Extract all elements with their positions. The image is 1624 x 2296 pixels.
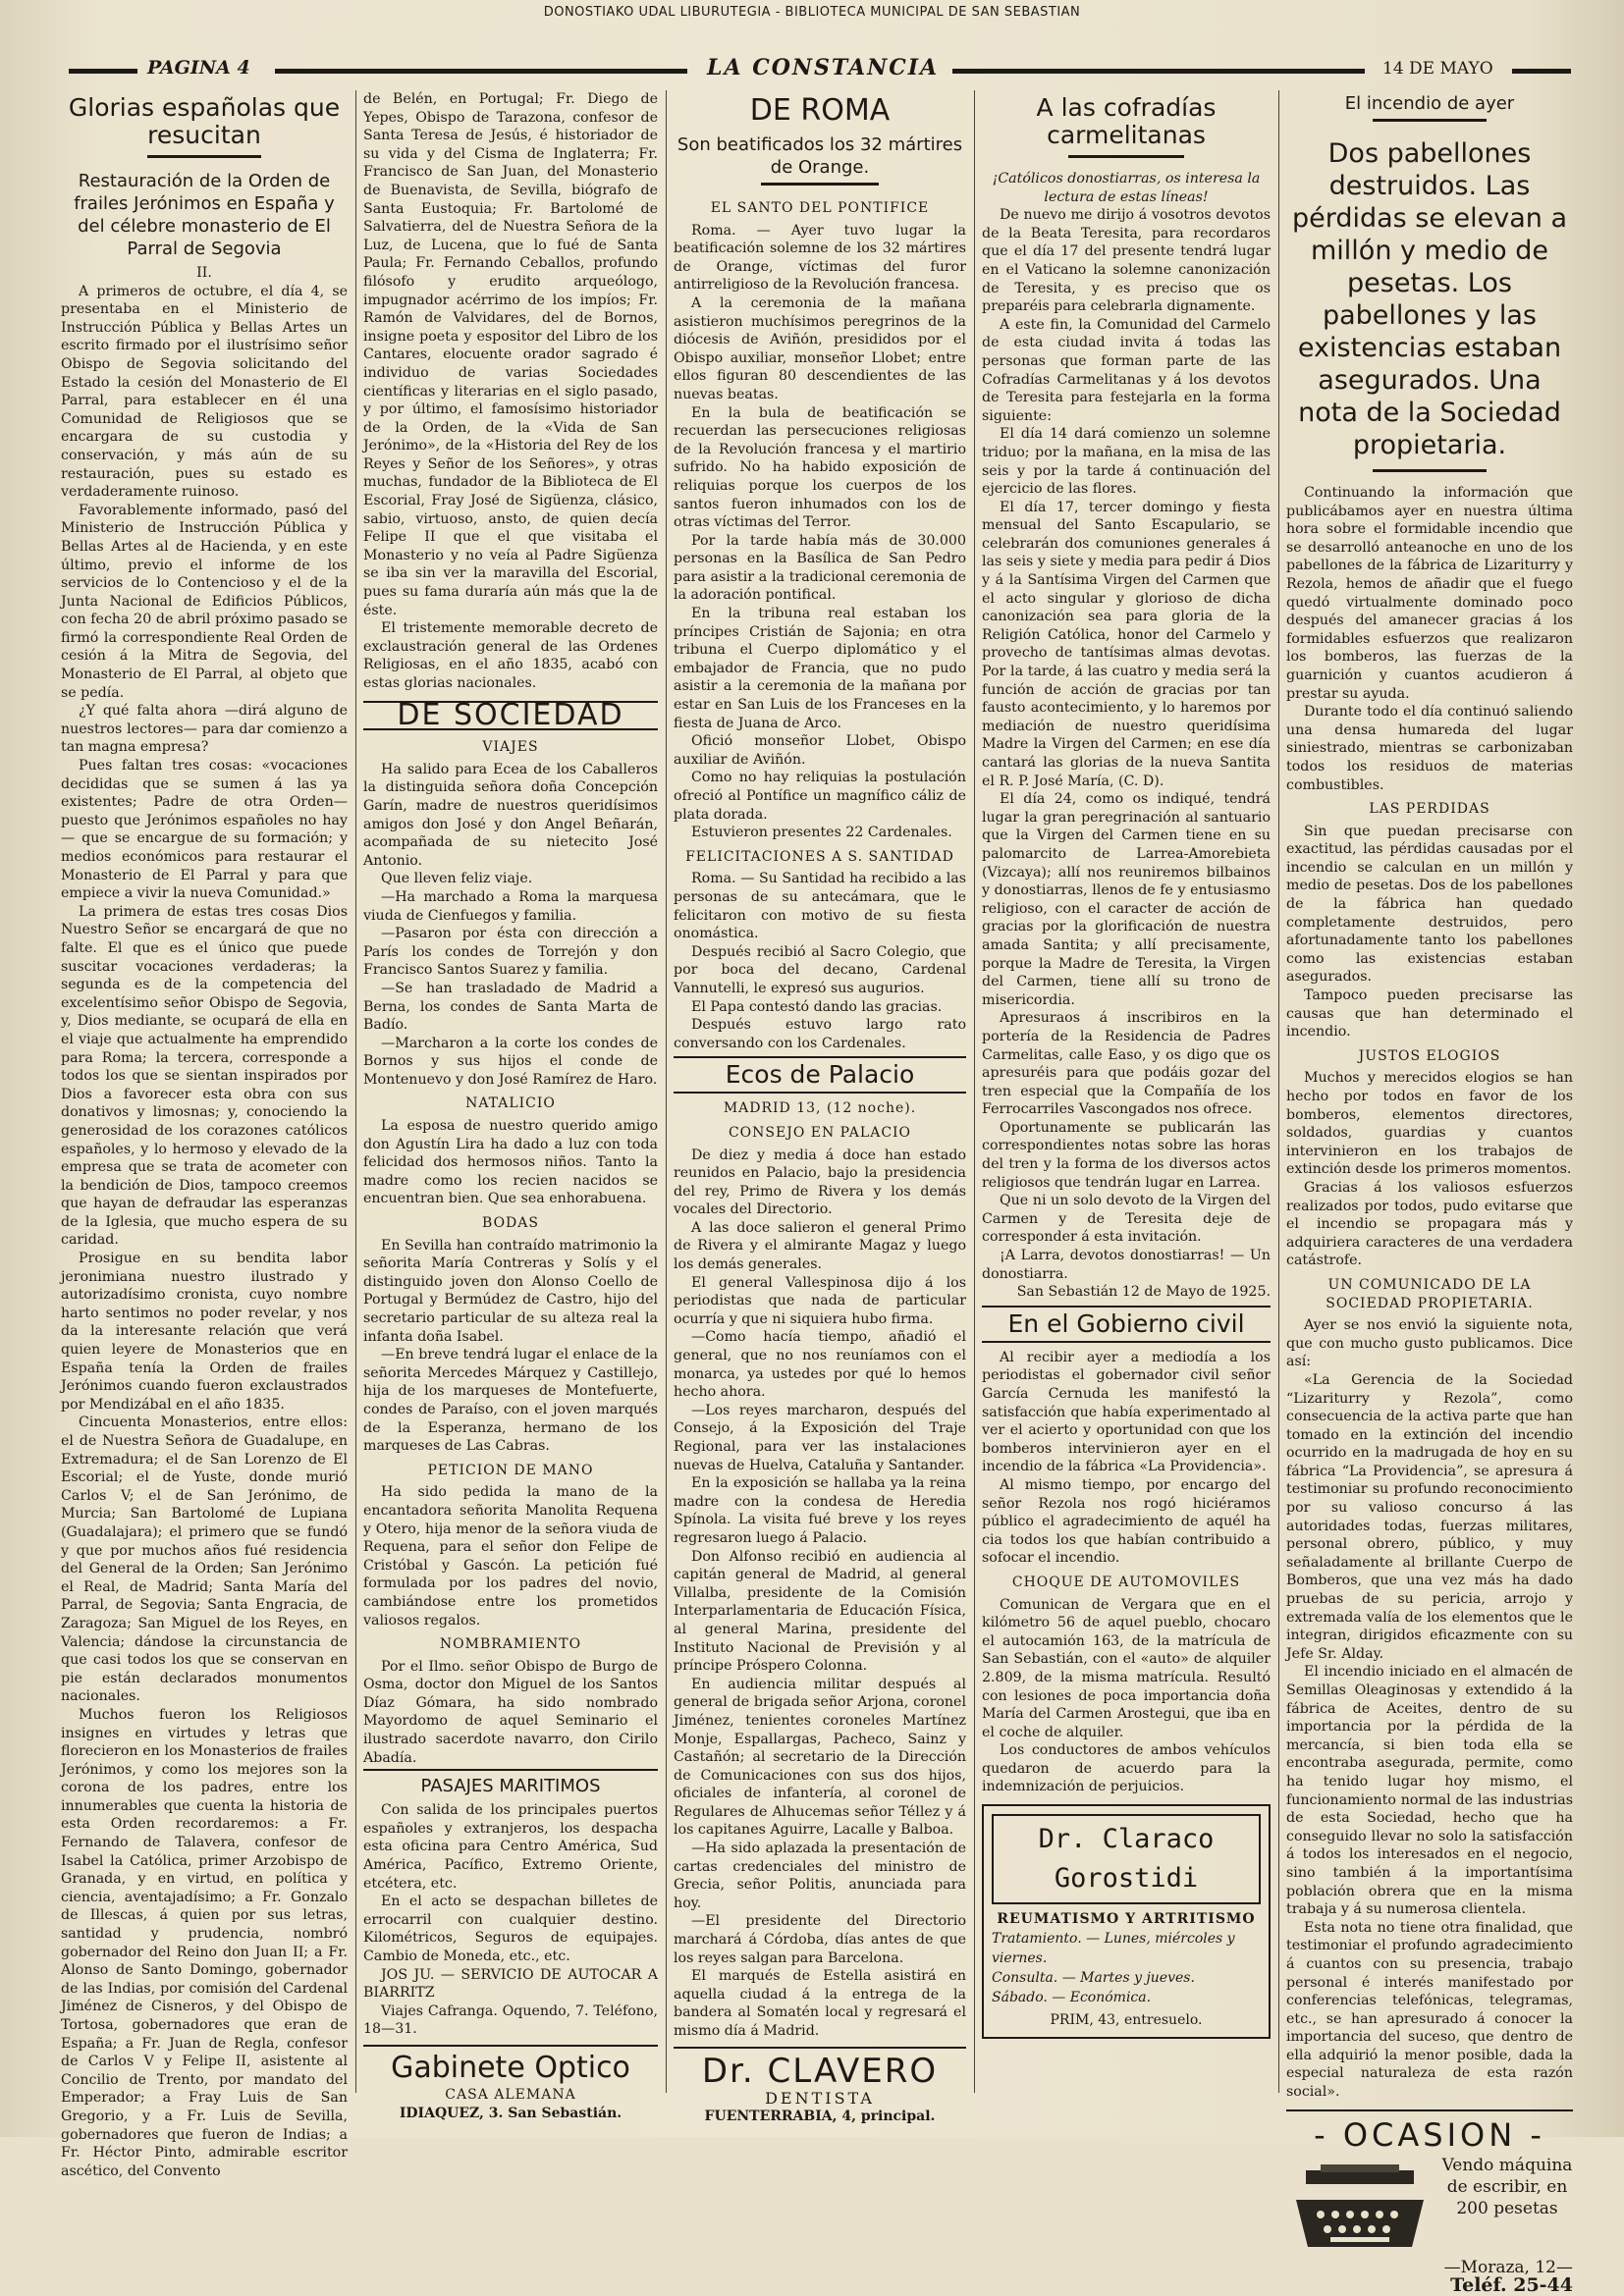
ad-clavero-name: Dr. CLAVERO: [701, 2051, 939, 2091]
paragraph: —Se han trasladado de Madrid a Berna, los condes de Santa Marta de Badío.: [363, 980, 658, 1034]
paragraph: A la ceremonia de la mañana asistieron muchísimos peregrinos de la diócesis de Aviñón, presididos por el Obispo auxiliar, monseñor Llobet; entre ellos figuran 80 descendientes de las nuevas beatas.: [674, 294, 966, 402]
ornament-rule: [147, 155, 262, 166]
paragraph: Roma. — Ayer tuvo lugar la beatificación solemne de los 32 mártires de Orange, víctimas del furor antirreligioso de la Revolución francesa.: [674, 222, 966, 294]
paragraph: Ha salido para Ecea de los Caballeros la distinguida señora doña Concepción Garín, madre de nuestros queridísimos amigos don José y don Angel Beñarán, acompañada de su nietecito José Antonio.: [363, 761, 658, 869]
column-5: [1286, 90, 1573, 2296]
masthead: [69, 57, 1571, 86]
subsection-comunicado: UN COMUNICADO DE LA SOCIEDAD PROPIETARIA.: [1326, 1276, 1534, 1311]
masthead-rule-center-right: [952, 69, 1365, 74]
paragraph: Apresuraos á inscribiros en la portería de la Residencia de Padres Carmelitas, calle Easo, y os digo que os apresuréis para que podáis gozar del tren especial que la Compañía de los Ferrocarriles Vascongados nos ofrece.: [982, 1010, 1271, 1118]
paragraph: Los conductores de ambos vehículos quedaron de acuerdo para la indemnización de perjuicios.: [982, 1742, 1271, 1795]
paragraph: Esta nota no tiene otra finalidad, que testimoniar el profundo agradecimiento á cuantos con su presencia, trabajo personal é interés manifestado por conferencias telefónicas, telegramas, etc., se han apresurado á conocer la importancia del suceso, que dentro de ella adquirió la menor posible, dada la especial naturaleza de esta razón social».: [1286, 1919, 1573, 2101]
column-divider: [666, 90, 667, 2093]
paragraph: Roma. — Su Santidad ha recibido a las personas de su antecámara, que le felicitaron con motivo de su fiesta onomástica.: [674, 871, 966, 942]
ad-claraco-line: Consulta. — Martes y jueves.: [992, 1969, 1195, 1986]
paragraph: Ofició monseñor Llobet, Obispo auxiliar de Aviñón.: [674, 733, 966, 768]
paragraph: Ha sido pedida la mano de la encantadora señorita Manolita Requena y Otero, hija menor de la señora viuda de Requena, para el señor don Felipe de Cristóbal y Gascón. La petición fué formulada por los padres del novio, cambiándose entre los prometidos valiosos regalos.: [363, 1484, 658, 1629]
subsection-felicitaciones: FELICITACIONES A S. SANTIDAD: [685, 848, 954, 865]
paragraph: En el acto se despachan billetes de errocarril con cualquier destino. Kilométricos, Seguros de equipajes. Cambio de Moneda, etc., etc.: [363, 1894, 658, 1964]
paragraph: El marqués de Estella asistirá en aquella ciudad á la entrega de la bandera al Somatén local y regresará el mismo día á Madrid.: [674, 1968, 966, 2039]
paragraph: Cincuenta Monasterios, entre ellos: el de Nuestra Señora de Guadalupe, en Extremadura; el de San Lorenzo de El Escorial; el de Yuste, donde murió Carlos V; el de San Jerónimo, de Murcia; San Bartolomé de Lupiana (Guadalajara); el primero que se fundó y que por muchos años fué residencia del General de la Orden; San Jerónimo el Real, de Madrid; Santa María del Parral, de Segovia; Santa Engracia, de Zaragoza; San Miguel de los Reyes, en Valencia; dándose la circunstancia de que casi todos los que se conservan en pie están declarados monumentos nacionales.: [61, 1415, 348, 1705]
masthead-rule-right: [1512, 69, 1571, 74]
paragraph: Pues faltan tres cosas: «vocaciones decididas que se sumen á las ya existentes; Padre de otra Orden— puesto que Jerónimos españoles no hay— que se encargue de su formación; y medios económicos para restaurar el Monasterio de El Parral y para que empiece a vivir la nueva Comunidad.»: [61, 758, 348, 902]
paragraph: El día 17, tercer domingo y fiesta mensual del Santo Escapulario, se celebrarán dos comuniones generales á las seis y siete y media para pedir á Dios y á la Santísima Virgen del Carmen que el acto singular y glorioso de dicha canonización sea para gloria de la Religión Católica, honor del Carmelo y provecho de tantísimas almas devotas. Por la tarde, á las cuatro y media será la función de acción de gracias por tan fausto acontecimiento, y lo haremos por mediación de nuestro queridísima Madre la Virgen del Carmen; en ese día cantará las glorias de la nueva Santita el R. P. José María, (C. D).: [982, 499, 1271, 789]
subsection-peticion: PETICION DE MANO: [427, 1462, 594, 1478]
column-divider: [355, 90, 356, 2093]
paragraph: Al recibir ayer a mediodía a los periodistas el gobernador civil señor García Cernuda les manifestó la satisfacción que había experimentado al ver el acierto y oportunidad con que los bomberos intervinieron ayer en el incendio de la fábrica «La Providencia».: [982, 1349, 1271, 1475]
paragraph: El Papa contestó dando las gracias.: [691, 998, 943, 1015]
ad-claraco-line: Tratamiento. — Lunes, miércoles y viernes.: [992, 1930, 1235, 1966]
ad-ocasion-text: Vendo máquina de escribir, en 200 pesetas: [1441, 2155, 1573, 2218]
subsection-elogios: JUSTOS ELOGIOS: [1358, 1047, 1501, 1064]
subsection-bodas: BODAS: [482, 1215, 539, 1232]
ad-clavero-title: DENTISTA: [765, 2088, 875, 2108]
ad-optico-address: IDIAQUEZ, 3. San Sebastián.: [399, 2105, 623, 2121]
paragraph: ¡A Larra, devotos donostiarras! — Un donostiarra.: [982, 1248, 1271, 1282]
headline-cofradias: A las cofradías carmelitanas: [1036, 93, 1217, 149]
paragraph: El general Vallespinosa dijo á los periodistas que nada de particular ocurría y que ni siquiera hubo firma.: [674, 1274, 966, 1327]
intro-italic: ¡Católicos donostiarras, os interesa la lectura de estas líneas!: [992, 171, 1261, 205]
paragraph: Estuvieron presentes 22 Cardenales.: [691, 825, 952, 841]
paragraph: A primeros de octubre, el día 4, se presentaba en el Ministerio de Instrucción Pública y Bellas Artes un escrito firmado por el ilustrísimo señor Obispo de Segovia solicitando del Estado la cesión del Monasterio de El Parral, para establecer en él una Comunidad de Religiosos que se encargara de su custodia y conservación, y más aún de su restauración, pues su estado es verdaderamente ruinoso.: [61, 283, 348, 501]
page-number: PAGINA 4: [147, 57, 250, 79]
paragraph: De nuevo me dirijo á vosotros devotos de la Beata Teresita, para recordaros que el día 17 del presente tendrá lugar en el Vaticano la solemne canonización de Teresita, y es preciso que os preparéis para celebrarla dignamente.: [982, 207, 1271, 315]
paragraph: Durante todo el día continuó saliendo una densa humareda del lugar siniestrado, mientras se carbonizaban todos los residuos de materias combustibles.: [1286, 704, 1573, 793]
column-3: [674, 90, 966, 2125]
paragraph: Después recibió al Sacro Colegio, que por boca del decano, Cardenal Vannutelli, le expresó sus augurios.: [674, 943, 966, 996]
paragraph: De diez y media á doce han estado reunidos en Palacio, bajo la presidencia del rey, Primo de Rivera y los demás vocales del Directorio.: [674, 1147, 966, 1218]
ad-gabinete-optico: [363, 2045, 658, 2122]
library-header: DONOSTIAKO UDAL LIBURUTEGIA - BIBLIOTECA MUNICIPAL DE SAN SEBASTIAN: [543, 5, 1081, 20]
paragraph: En la bula de beatificación se recuerdan las persecuciones religiosas de la Revolución francesa y el martirio sufrido. No ha habido exposición de reliquias porque los cuerpos de los santos fueron inhumados con los de otras víctimas del Terror.: [674, 404, 966, 531]
paragraph: El día 14 dará comienzo un solemne triduo; por la mañana, en la misa de las seis y por la tarde á continuación del ejercicio de las flores.: [982, 426, 1271, 498]
paragraph: El tristemente memorable decreto de exclaustración general de las Ordenes Religiosas, en el año 1835, acabó con estas glorias nacionales.: [363, 620, 658, 691]
subsection-perdidas: LAS PERDIDAS: [1369, 801, 1490, 818]
subsection-consejo: CONSEJO EN PALACIO: [728, 1124, 912, 1141]
paragraph: —Marcharon a la corte los condes de Bornos y sus hijos el conde de Montenuevo y don José Ramírez de Haro.: [363, 1035, 658, 1088]
ornament-rule: [1068, 155, 1184, 166]
issue-date: 14 DE MAYO: [1382, 59, 1493, 79]
paragraph: —El presidente del Directorio marchará á Córdoba, días antes de que los reyes salgan para Barcelona.: [674, 1913, 966, 1966]
signoff: San Sebastián 12 de Mayo de 1925.: [1016, 1284, 1271, 1301]
headline-ecos-palacio: Ecos de Palacio: [674, 1056, 966, 1094]
column-divider: [1278, 90, 1279, 2093]
masthead-rule-left: [69, 69, 137, 74]
subsection-santo: EL SANTO DEL PONTIFICE: [710, 200, 930, 216]
roman-numeral: II.: [196, 265, 212, 281]
ad-ocasion-phone: Teléf. 25-44: [1450, 2274, 1573, 2296]
paragraph: —Como hacía tiempo, añadió el general, que no nos reuníamos con el monarca, ya ustedes por qué lo hemos hecho ahora.: [674, 1329, 966, 1401]
paragraph: Que ni un solo devoto de la Virgen del Carmen y de Teresita deje de corresponder á esta invitación.: [982, 1193, 1271, 1246]
paragraph: En la exposición se hallaba ya la reina madre con la condesa de Heredia Spínola. La visita fué breve y los reyes regresaron luego á Palacio.: [674, 1475, 966, 1546]
ad-clavero-address: FUENTERRABIA, 4, principal.: [704, 2109, 936, 2125]
newspaper-title: LA CONSTANCIA: [707, 55, 940, 80]
paragraph: Favorablemente informado, pasó del Ministerio de Instrucción Pública y Bellas Artes al de Hacienda, y en este último, previo el informe de los servicios de lo Contencioso y el de la Junta Nacional de Edificios Públicos, con fecha 20 de abril próximo pasado se firmó la correspondiente Real Orden de cesión á la Mitra de Segovia, del Monasterio de El Parral, al objeto que se pedía.: [61, 502, 348, 701]
paragraph: Gracias á los valiosos esfuerzos realizados por todos, pudo evitarse que el incendio se propagara más y adquiriera caracteres de una verdadera catástrofe.: [1286, 1179, 1573, 1269]
ad-optico-sub: CASA ALEMANA: [445, 2086, 576, 2103]
paragraph: Por la tarde había más de 30.000 personas en la Basílica de San Pedro para asistir a la tradicional ceremonia de la adoración pontifical.: [674, 532, 966, 604]
dateline-madrid: MADRID 13, (12 noche).: [723, 1100, 917, 1117]
big-headline-pabellones: Dos pabellones destruidos. Las pérdidas se elevan a millón y medio de pesetas. Los pabellones y las existencias estaban asegurados. Una nota de la Sociedad propietaria.: [1291, 138, 1568, 460]
paragraph: Viajes Cafranga. Oquendo, 7. Teléfono, 18—31.: [363, 2002, 658, 2038]
paragraph: —Pasaron por ésta con dirección a París los condes de Torrejón y don Francisco Santos Suarez y familia.: [363, 926, 658, 979]
paragraph: Muchos fueron los Religiosos insignes en virtudes y letras que florecieron en los Monasterios de frailes Jerónimos, y como los mejores son la corona de los padres, entre los innumerables que cuenta la historia de esta Orden recordaremos: a Fr. Fernando de Talavera, confesor de Isabel la Católica, primer Arzobispo de Granada, y en virtud, en política y ciencia, aventajadísimo; a Fr. Gonzalo de Illescas, á quien por sus letras, santidad y prudencia, nombró gobernador del Reino don Juan II; a Fr. Alonso de Santo Domingo, gobernador de las Indias, por comisión del Cardenal Jiménez de Cisneros, y del Obispo de Tortosa, gobernadores que eran de España; a Fr. Juan de Regla, confesor de Carlos V y Felipe II, asistente al Concilio de Trento, por mandato del Emperador; a Fray Luis de San Gregorio, y a Fr. Luis de Sevilla, gobernadores que fueron de Indias; a Fr. Héctor Pinto, admirable escritor ascético, del Convento: [61, 1706, 348, 2179]
subsection-viajes: VIAJES: [482, 739, 539, 756]
paragraph: Don Alfonso recibió en audiencia al capitán general de Madrid, al general Villalba, presidente de la Comisión Interparlamentaria de Educación Física, al general Marina, presidente del Instituto Nacional de Previsión y al príncipe Próspero Colonna.: [674, 1548, 966, 1675]
column-1: [61, 90, 348, 2179]
headline-gobierno-civil: En el Gobierno civil: [982, 1306, 1271, 1343]
paragraph: En Sevilla han contraído matrimonio la señorita María Contreras y Solís y el distinguido joven don Alonso Coello de Portugal y Bermúdez de Castro, hijo del secretario particular de su alteza real la infanta doña Isabel.: [363, 1237, 658, 1345]
headline-glorias: Glorias españolas que resucitan: [68, 93, 341, 149]
ornament-rule: [761, 183, 878, 193]
paragraph: Al mismo tiempo, por encargo del señor Rezola nos rogó hiciéramos público el agradecimiento de aquél ha cia todos los que habían contribuido a sofocar el incendio.: [982, 1476, 1271, 1567]
paragraph: —Ha marchado a Roma la marquesa viuda de Cienfuegos y familia.: [363, 888, 658, 924]
paragraph: Que lleven feliz viaje.: [381, 871, 533, 887]
subhead-restauracion: Restauración de la Orden de frailes Jerónimos en España y del célebre monasterio de El Parral de Segovia: [74, 171, 335, 259]
paragraph: El incendio iniciado en el almacén de Semillas Oleaginosas y extendido á la fábrica de Aceites, dentro de su importancia por la pérdida de la mercancía, si bien toda ella se encontraba asegurada, permite, como ha tenido lugar hoy mismo, el funcionamiento normal de las industrias de esta Sociedad, hecho que ha conseguido llevar no solo la satisfacción á todos los interesados en el negocio, sino también á la importantísima población obrera que en la misma trabaja y á su numerosa clientela.: [1286, 1664, 1573, 1918]
ad-claraco-address: PRIM, 43, entresuelo.: [1050, 2011, 1203, 2028]
subsection-pasajes: PASAJES MARITIMOS: [363, 1769, 658, 1797]
paragraph: Por el Ilmo. señor Obispo de Burgo de Osma, doctor don Miguel de los Santos Díaz Gómara, ha sido nombrado Mayordomo de aquel Seminario el ilustrado sacerdote navarro, don Cirilo Abadía.: [363, 1658, 658, 1766]
subhead-beatificados: Son beatificados los 32 mártires de Orange.: [677, 134, 963, 178]
paragraph: ¿Y qué falta ahora —dirá alguno de nuestros lectores— para dar comienzo a tan magna empresa?: [61, 703, 348, 756]
ornament-rule: [1373, 469, 1488, 480]
paragraph: En audiencia militar después al general de brigada señor Arjona, coronel Jiménez, tenientes coroneles Martínez Monje, Espallargas, Pacheco, Sainz y Castañón; al secretario de la Dirección de Comunicaciones con sus dos hijos, oficiales de infantería, al coronel de Regulares de Alhucemas señor Téllez y á los capitanes Aguirre, Lacalle y Balboa.: [674, 1676, 966, 1839]
paragraph: La primera de estas tres cosas Dios Nuestro Señor se encargará de que no falte. El que es el único que puede suscitar vocaciones verdaderas; la segunda es de la competencia del excelentísimo señor Obispo de Segovia, y, Dios mediante, se ocupará de ella en el viaje que actualmente ha emprendido para Roma; la tercera, corresponde a todos los que se sientan inspirados por Dios a favorecer esta obra con sus donativos y limosnas; y, conociendo la generosidad de los corazones católicos españoles, y lo hermoso y elevado de la empresa que se trata de acometer con la bendición de Dios, tampoco creemos que hayan de defraudar las esperanzas de la Iglesia, que mucho espera de su caridad.: [61, 903, 348, 1249]
ad-ocasion-title: - OCASION -: [1314, 2115, 1545, 2154]
column-4: [982, 90, 1271, 2093]
ad-ocasion-address: —Moraza, 12—: [1443, 2257, 1573, 2277]
paragraph: Como no hay reliquias la postulación ofreció al Pontífice un magnífico cáliz de plata dorada.: [674, 770, 966, 823]
paragraph: de Belén, en Portugal; Fr. Diego de Yepes, Obispo de Tarazona, confesor de Santa Teresa de Jesús, é historiador de su vida y del Cisma de Inglaterra; Fr. Francisco de San Juan, del Monasterio de Buenavista, de Sevilla, biógrafo de Santa Eustoquia; Fr. Bartolomé de Salvatierra, del de Nuestra Señora de la Luz, de Lucena, que lo fué de Santa Paula; Fr. Fernando Ceballos, profundo filósofo y erudito arqueólogo, impugnador acérrimo de los impíos; Fr. Ramón de Valvidares, del de Bornos, insigne poeta y espositor del Libro de los Cantares, elocuente orador sagrado é individuo de varias Sociedades científicas y literarias en el siglo pasado, y por último, el famosísimo historiador de la Orden, de la «Vida de San Jerónimo», de la «Historia del Rey de los Reyes y Señor de los Señores», y otras muchas, fundador de la Biblioteca de El Escorial, Fray José de Sigüenza, clásico, sabio, virtuoso, ansto, de quien decía Felipe II que el que visitaba el Monasterio y no veía al Padre Sigüenza se iba sin ver la maravilla del Escorial, pues su fama duraría aún más que la de éste.: [363, 91, 658, 618]
paragraph: —Los reyes marcharon, después del Consejo, á la Exposición del Traje Regional, para ver las instalaciones nuevas de Huelva, Cataluña y Santander.: [674, 1402, 966, 1473]
paragraph: JOS JU. — SERVICIO DE AUTOCAR A BIARRITZ: [363, 1966, 658, 2002]
ornament-rule: [1373, 119, 1488, 130]
ad-claraco-specialty: REUMATISMO Y ARTRITISMO: [997, 1911, 1256, 1928]
section-title-sociedad: DE SOCIEDAD: [363, 701, 658, 731]
headline-de-roma: DE ROMA: [749, 93, 891, 128]
paragraph: Ayer se nos envió la siguiente nota, que con mucho gusto publicamos. Dice así:: [1286, 1317, 1573, 1370]
paragraph: —En breve tendrá lugar el enlace de la señorita Mercedes Márquez y Castillejo, hija de los marqueses de Montefuerte, condes de Paraíso, con el joven marqués de la Esperanza, hermano de los marqueses de Las Cabras.: [363, 1347, 658, 1455]
paragraph: —Ha sido aplazada la presentación de cartas credenciales del ministro de Grecia, señor Politis, anunciada para hoy.: [674, 1841, 966, 1911]
column-divider: [974, 90, 975, 2093]
column-2: [363, 90, 658, 2121]
subsection-natalicio: NATALICIO: [465, 1095, 556, 1112]
paragraph: Continuando la información que publicábamos ayer en nuestra última hora sobre el formidable incendio que se desarrolló anteanoche en uno de los pabellones de la fábrica de Lizariturry y Rezola, hemos de añadir que el fuego quedó virtualmente dominado poco después del amanecer gracias á los formidables esfuerzos que realizaron los bomberos, las fuerzas de la guarnición y cuantos acudieron á prestar su ayuda.: [1286, 485, 1573, 702]
paragraph: A las doce salieron el general Primo de Rivera y el almirante Magaz y luego los demás generales.: [674, 1219, 966, 1273]
ad-claraco-name: Dr. Claraco Gorostidi: [992, 1814, 1261, 1904]
paragraph: Oportunamente se publicarán las correspondientes notas sobre las horas del tren y la forma de los diversos actos religiosos que tendrán lugar en Larrea.: [982, 1119, 1271, 1191]
ad-ocasion: [1286, 2109, 1573, 2295]
paragraph: La esposa de nuestro querido amigo don Agustín Lira ha dado a luz con toda felicidad dos hermosos niños. Tanto la madre como los recien nacidos se encuentran bien. Que sea enhorabuena.: [363, 1118, 658, 1207]
paragraph: Tampoco pueden precisarse las causas que han determinado el incendio.: [1286, 988, 1573, 1041]
paragraph: «La Gerencia de la Sociedad “Lizariturry y Rezola”, como consecuencia de la activa parte que han tomado en la extinción del incendio ocurrido en la madrugada de hoy en su fábrica “La Providencia”, se apresura á testimoniar su profundo reconocimiento por su valioso concurso á las autoridades todas, fuerzas militares, personal obrero, público, y muy señaladamente al brillante Cuerpo de Bomberos, que una vez más ha dado pruebas de su pericia, arrojo y extremada valía de los elementos que le integran, dirigidos eficazmente con su Jefe Sr. Alday.: [1286, 1371, 1573, 1662]
paragraph: En la tribuna real estaban los príncipes Cristián de Sajonia; en otra tribuna el Cuerpo diplomático y el embajador de Francia, que no pudo asistir a la ceremonia de la mañana por estar en San Luis de los Franceses en la fiesta de Juana de Arco.: [674, 606, 966, 731]
masthead-rule-center-left: [275, 69, 687, 74]
paragraph: Muchos y merecidos elogios se han hecho por todos en favor de los bomberos, elementos directores, soldados, guardias y cuantos intervinieron en los trabajos de extinción desde los primeros momentos.: [1286, 1070, 1573, 1178]
ad-optico-name: Gabinete Optico: [391, 2050, 630, 2085]
paragraph: Con salida de los principales puertos españoles y extranjeros, los despacha esta oficina para Centro América, Sud América, Pacífico, Extremo Oriente, etcétera, etc.: [363, 1802, 658, 1892]
ad-claraco-line: Sábado. — Económica.: [992, 1989, 1152, 2005]
paragraph: Sin que puedan precisarse con exactitud, las pérdidas causadas por el incendio se calculan en un millón y medio de pesetas. Dos de los pabellones de la fábrica han quedado completamente destruidos, pero afortunadamente tanto los pabellones como las existencias estaban asegurados.: [1286, 823, 1573, 986]
paragraph: Comunican de Vergara que en el kilómetro 56 de aquel pueblo, chocaro el autocamión 163, de la matrícula de San Sebastián, con el «auto» de alquiler 2.809, de la misma matrícula. Resultó con lesiones de poca importancia doña María del Carmen Arostegui, que iba en el coche de alquiler.: [982, 1596, 1271, 1740]
paragraph: Después estuvo largo rato conversando con los Cardenales.: [674, 1017, 966, 1051]
subsection-nombramiento: NOMBRAMIENTO: [439, 1636, 582, 1653]
subsection-choque: CHOQUE DE AUTOMOVILES: [1011, 1574, 1241, 1590]
paragraph: El día 24, como os indiqué, tendrá lugar la gran peregrinación al santuario que la Virgen del Carmen tiene en su palomarcito de Larrea-Amorebieta (Vizcaya); allí nos reuniremos bilbainos y donostiarras, llenos de fe y entusiasmo religioso, con el caracter de acción de gracias por la glorificación de nuestra amada Santita; y allí precisamente, porque la Madre de Teresita, la Virgen del Carmen, tiene allí su trono de misericordia.: [982, 791, 1271, 1008]
paragraph: Prosigue en su bendita labor jeronimiana nuestro ilustrado y autorizadísimo cronista, cuyo nombre harto sentimos no poder revelar, y nos da la interesante relación que verá quien leyere de Monasterios que en España tenía la Orden de frailes Jerónimos cuando fueron exclaustrados por Mendizábal en el año 1835.: [61, 1251, 348, 1413]
ad-dr-clavero: [674, 2047, 966, 2126]
ad-dr-claraco: [982, 1804, 1271, 2039]
headline-incendio: El incendio de ayer: [1344, 93, 1515, 114]
typewriter-icon: [1286, 2161, 1434, 2259]
paragraph: A este fin, la Comunidad del Carmelo de esta ciudad invita á todas las personas que forman parte de las Cofradías Carmelitanas y á los devotos de Teresita para festejarla en la forma siguiente:: [982, 316, 1271, 424]
